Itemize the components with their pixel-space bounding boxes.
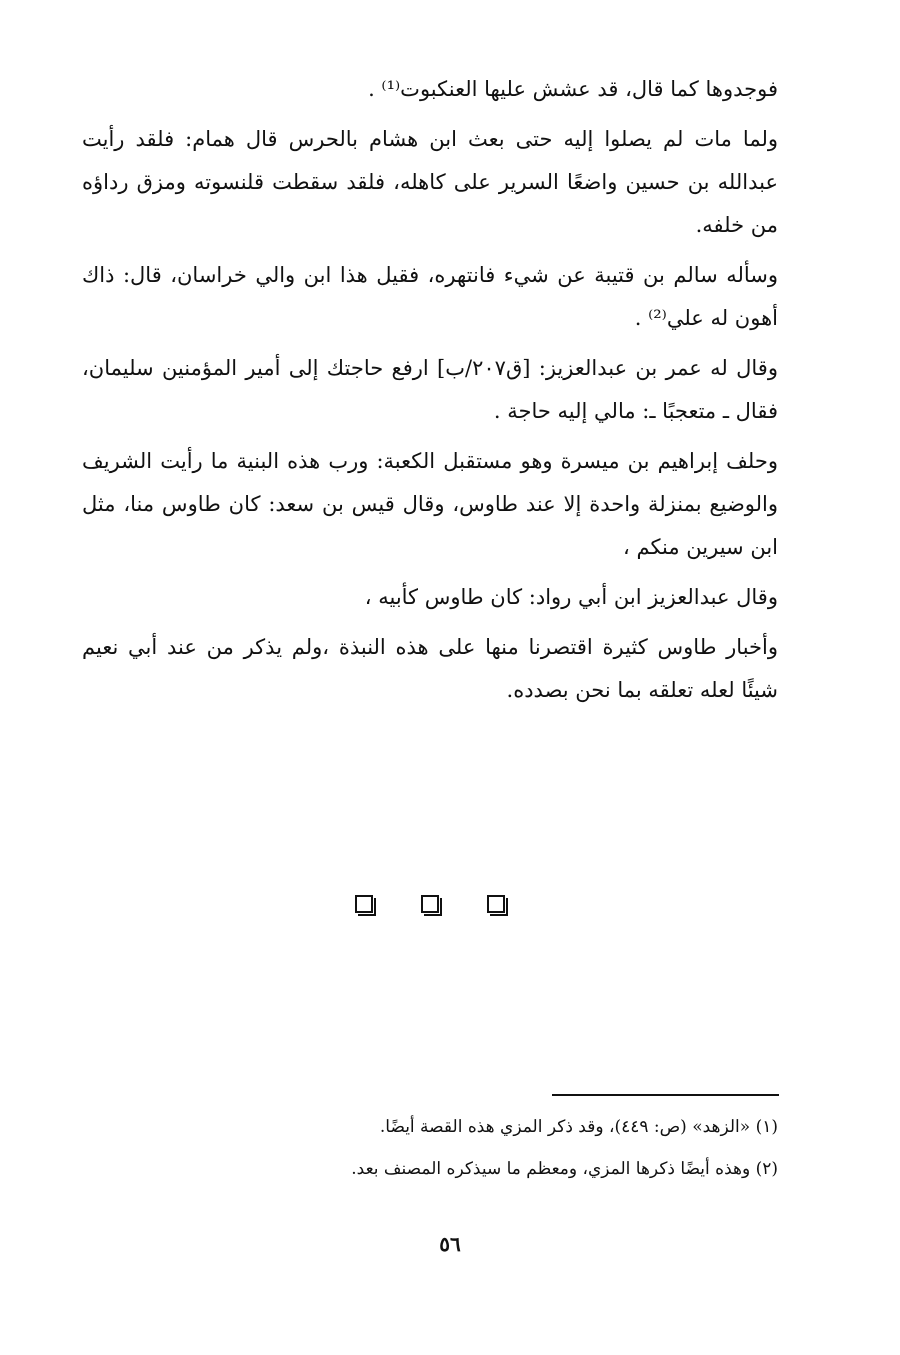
paragraph-1: فوجدوها كما قال، قد عشش عليها العنكبوت⁽¹⁾ . bbox=[368, 77, 778, 101]
ornament-square-icon bbox=[355, 895, 373, 913]
footnote-divider bbox=[552, 1094, 779, 1096]
page-number: ٥٦ bbox=[439, 1232, 461, 1256]
section-ornament bbox=[355, 895, 505, 921]
paragraph-7: وأخبار طاوس كثيرة اقتصرنا منها على هذه النبذة ،ولم يذكر من عند أبي نعيم شيئًا لعله تعلقه بما نحن بصدده. bbox=[82, 635, 778, 702]
ornament-square-icon bbox=[487, 895, 505, 913]
paragraph-5: وحلف إبراهيم بن ميسرة وهو مستقبل الكعبة: ورب هذه البنية ما رأيت الشريف والوضيع بمنزلة واحدة إلا عند طاوس، وقال قيس بن سعد: كان طاوس منا، مثل ابن سيرين منكم ، bbox=[82, 449, 779, 559]
paragraph-3: وسأله سالم بن قتيبة عن شيء فانتهره، فقيل هذا ابن والي خراسان، قال: ذاك أهون له علي⁽²⁾ . bbox=[82, 263, 778, 330]
main-text bbox=[82, 68, 778, 719]
footnotes bbox=[200, 1106, 778, 1190]
footnote-2: (٢) وهذه أيضًا ذكرها المزي، ومعظم ما سيذكره المصنف بعد. bbox=[351, 1159, 778, 1179]
paragraph-6: وقال عبدالعزيز ابن أبي رواد: كان طاوس كأبيه ، bbox=[364, 585, 778, 609]
paragraph-4: وقال له عمر بن عبدالعزيز: [ق٢٠٧/ب] ارفع حاجتك إلى أمير المؤمنين سليمان، فقال ـ متعجبًا ـ: مالي إليه حاجة . bbox=[82, 356, 778, 423]
ornament-square-icon bbox=[421, 895, 439, 913]
footnote-1: (١) «الزهد» (ص: ٤٤٩)، وقد ذكر المزي هذه القصة أيضًا. bbox=[379, 1117, 778, 1137]
paragraph-2: ولما مات لم يصلوا إليه حتى بعث ابن هشام بالحرس قال همام: فلقد رأيت عبدالله بن حسين واضعًا السرير على كاهله، فلقد سقطت قلنسوته ومزق رداؤه من خلفه. bbox=[82, 127, 778, 237]
